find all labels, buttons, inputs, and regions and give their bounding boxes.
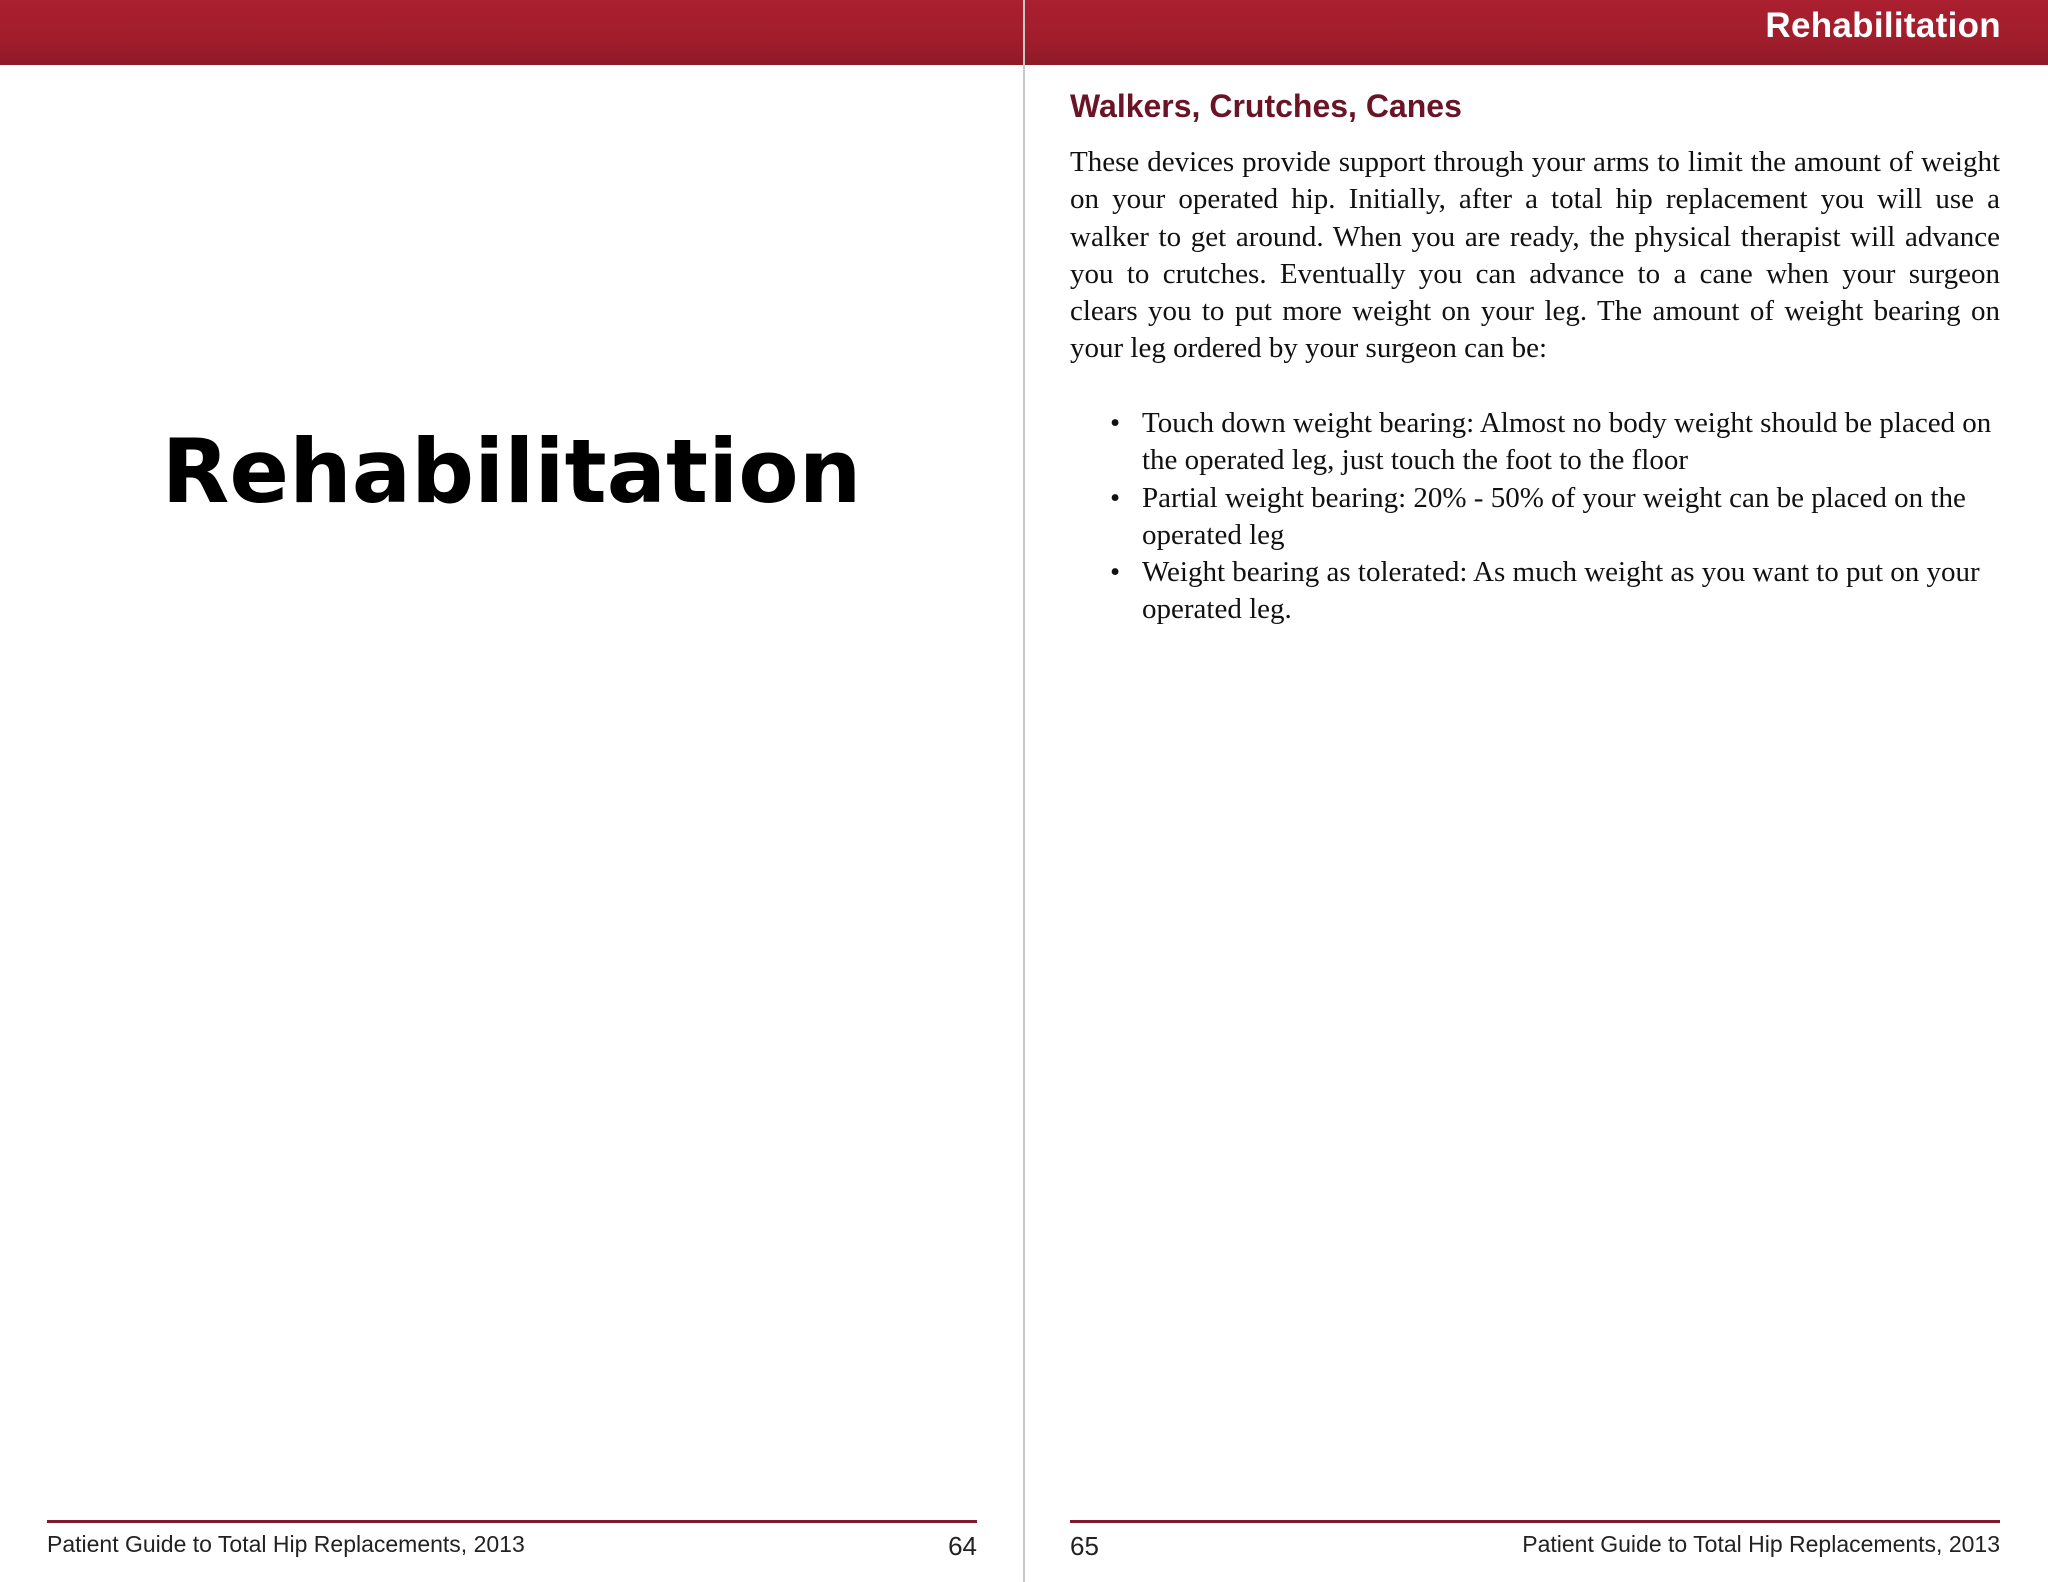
footer-rule-right [1070, 1520, 2000, 1523]
weight-bearing-list [1070, 405, 2025, 629]
page-number-left: 64 [948, 1531, 977, 1561]
page-number-right: 65 [1070, 1531, 1099, 1561]
list-item [1070, 480, 2025, 555]
list-item-text: Touch down weight bearing: Almost no body weight should be placed on the operated leg, just touch the foot to the floor [1142, 407, 1992, 477]
footer-rule-left [47, 1520, 977, 1523]
bullet-icon: • [1110, 481, 1121, 514]
bullet-icon: • [1110, 556, 1121, 589]
bullet-icon: • [1110, 407, 1121, 439]
chapter-title: Rehabilitation [161, 420, 862, 523]
running-header-title: Rehabilitation [1765, 6, 2001, 45]
header-band-right [1025, 0, 2048, 65]
right-page [1025, 0, 2048, 1582]
list-item [1070, 554, 2025, 629]
list-item-text: Weight bearing as tolerated: As much weight as you want to put on your operated leg. [1142, 556, 1980, 626]
left-page [0, 0, 1023, 1582]
body-paragraph: These devices provide support through your arms to limit the amount of weight on your operated hip. Initially, after a total hip replacement you will use a walker to get around. When you are ready, the physical therapist will advance you to crutches. Eventually you can advance to a cane when your surgeon clears you to put more weight on your leg. The amount of weight bearing on your leg ordered by your surgeon can be: [1070, 146, 2000, 365]
list-item-text: Partial weight bearing: 20% - 50% of your weight can be placed on the operated leg [1142, 481, 1966, 551]
list-item [1070, 405, 2025, 480]
section-heading: Walkers, Crutches, Canes [1070, 88, 1462, 124]
footer-guide-title-right: Patient Guide to Total Hip Replacements, 2013 [1522, 1531, 2000, 1557]
footer-guide-title-left: Patient Guide to Total Hip Replacements, 2013 [47, 1531, 525, 1557]
header-band-left [0, 0, 1023, 65]
